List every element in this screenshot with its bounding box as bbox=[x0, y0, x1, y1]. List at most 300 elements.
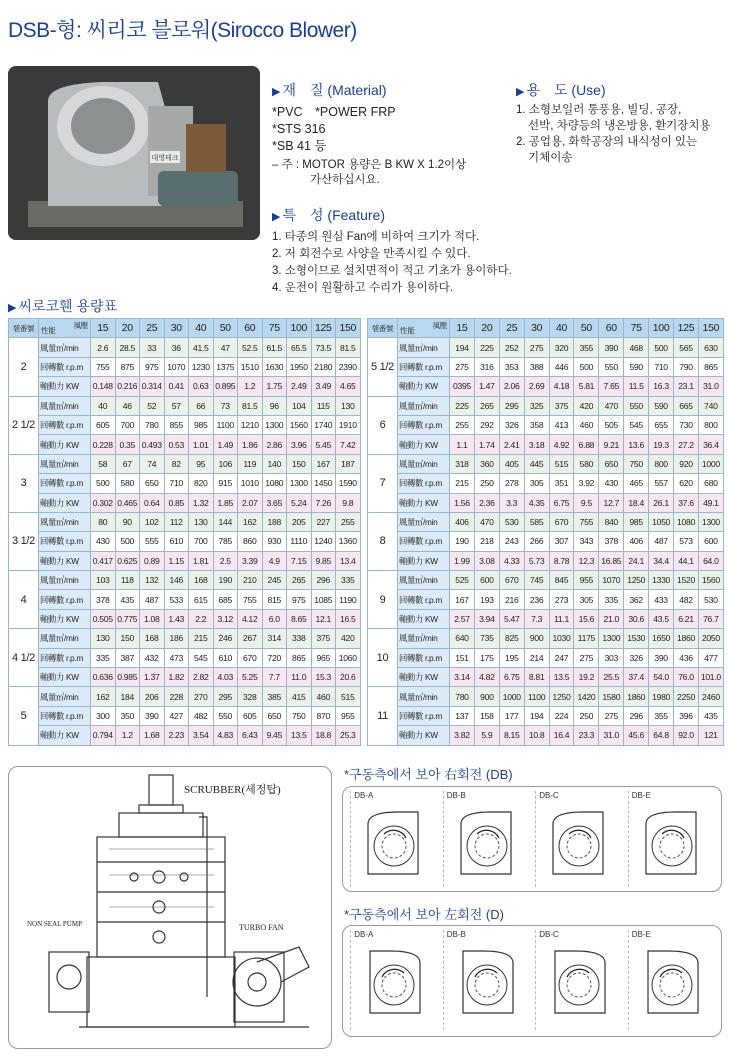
table-cell: 390 bbox=[140, 706, 165, 725]
table-cell: 130 bbox=[189, 512, 214, 531]
table-cell: 267 bbox=[238, 629, 263, 648]
table-row bbox=[9, 726, 361, 745]
fan-rotation-icon bbox=[447, 943, 527, 1021]
table-row bbox=[368, 454, 724, 473]
table-cell: 296 bbox=[624, 706, 649, 725]
table-cell: 7.15 bbox=[287, 551, 312, 570]
header-pressure: 40 bbox=[189, 319, 214, 338]
table-cell: 11.0 bbox=[287, 668, 312, 687]
feature-item: 1. 타종의 원심 Fan에 비하여 크기가 적다. bbox=[272, 231, 480, 243]
material-line: *SB 41 등 bbox=[272, 139, 327, 153]
table-cell: 4.9 bbox=[262, 551, 287, 570]
table-cell: 1.08 bbox=[140, 609, 165, 628]
table-cell: 473 bbox=[164, 648, 189, 667]
table-cell: 7.3 bbox=[524, 609, 549, 628]
table-cell: 525 bbox=[450, 571, 475, 590]
row-label: 軸動力 KW bbox=[398, 726, 450, 745]
table-cell: 800 bbox=[649, 454, 674, 473]
table-cell: 665 bbox=[674, 396, 699, 415]
row-label: 軸動力 KW bbox=[39, 726, 91, 745]
table-cell: 865 bbox=[287, 648, 312, 667]
table-cell: 45.6 bbox=[624, 726, 649, 745]
table-cell: 590 bbox=[649, 396, 674, 415]
table-cell: 750 bbox=[624, 454, 649, 473]
table-row bbox=[9, 512, 361, 531]
row-label: 風量㎥/min bbox=[398, 396, 450, 415]
table-cell: 790 bbox=[674, 357, 699, 376]
table-cell: 0.64 bbox=[140, 493, 165, 512]
table-cell: 680 bbox=[698, 474, 723, 493]
fan-size: 6 bbox=[368, 396, 398, 454]
material-note-line: – 주 : MOTOR 용량은 B KW X 1.2이상 bbox=[272, 159, 467, 171]
rotation-diagram-label: DB-B bbox=[446, 930, 466, 939]
table-cell: 95 bbox=[189, 454, 214, 473]
table-cell: 396 bbox=[674, 706, 699, 725]
table-cell: 11.5 bbox=[624, 377, 649, 396]
row-label: 回轉數 r.p.m bbox=[398, 532, 450, 551]
table-cell: 186 bbox=[164, 629, 189, 648]
fan-size: 7 bbox=[368, 454, 398, 512]
header-fan-no: 휀番號 bbox=[368, 319, 398, 338]
table-cell: 74 bbox=[140, 454, 165, 473]
table-cell: 820 bbox=[189, 474, 214, 493]
table-cell: 115 bbox=[311, 396, 336, 415]
row-label: 回轉數 r.p.m bbox=[39, 532, 91, 551]
table-cell: 0.85 bbox=[164, 493, 189, 512]
table-cell: 246 bbox=[213, 629, 238, 648]
table-cell: 0.465 bbox=[115, 493, 140, 512]
table-cell: 225 bbox=[450, 396, 475, 415]
table-cell: 1000 bbox=[499, 687, 524, 706]
fan-size: 2 1/2 bbox=[9, 396, 39, 454]
table-cell: 405 bbox=[499, 454, 524, 473]
use-item: 기체이송 bbox=[528, 152, 573, 164]
table-cell: 1100 bbox=[524, 687, 549, 706]
material-heading-text: 재 질 (Material) bbox=[282, 82, 387, 98]
table-cell: 780 bbox=[140, 415, 165, 434]
table-row bbox=[368, 493, 724, 512]
table-cell: 177 bbox=[499, 706, 524, 725]
use-item: 2. 공업용, 화학공장의 내식성이 있는 bbox=[516, 136, 698, 148]
table-cell: 650 bbox=[262, 706, 287, 725]
table-cell: 650 bbox=[599, 454, 624, 473]
table-cell: 785 bbox=[213, 532, 238, 551]
header-pressure: 30 bbox=[164, 319, 189, 338]
table-cell: 385 bbox=[262, 687, 287, 706]
table-cell: 292 bbox=[474, 415, 499, 434]
table-cell: 530 bbox=[698, 590, 723, 609]
table-cell: 390 bbox=[649, 648, 674, 667]
table-cell: 66 bbox=[189, 396, 214, 415]
table-cell: 2.2 bbox=[189, 609, 214, 628]
header-pressure: 25 bbox=[140, 319, 165, 338]
table-cell: 358 bbox=[524, 415, 549, 434]
table-cell: 228 bbox=[164, 687, 189, 706]
table-cell: 500 bbox=[574, 357, 599, 376]
table-cell: 43.5 bbox=[649, 609, 674, 628]
table-row bbox=[9, 687, 361, 706]
table-cell: 353 bbox=[499, 357, 524, 376]
table-cell: 610 bbox=[213, 648, 238, 667]
table-cell: 0395 bbox=[450, 377, 475, 396]
table-cell: 620 bbox=[674, 474, 699, 493]
table-cell: 545 bbox=[189, 648, 214, 667]
scrubber-drawing bbox=[8, 766, 332, 1049]
table-cell: 360 bbox=[474, 454, 499, 473]
table-row bbox=[368, 474, 724, 493]
table-cell: 6.0 bbox=[262, 609, 287, 628]
table-cell: 335 bbox=[599, 590, 624, 609]
table-cell: 52 bbox=[140, 396, 165, 415]
row-label: 回轉數 r.p.m bbox=[39, 648, 91, 667]
table-cell: 870 bbox=[311, 706, 336, 725]
table-cell: 975 bbox=[140, 357, 165, 376]
table-cell: 206 bbox=[140, 687, 165, 706]
rotation-diagram-label: DB-B bbox=[446, 791, 466, 800]
row-label: 軸動力 KW bbox=[39, 435, 91, 454]
table-row bbox=[368, 571, 724, 590]
table-cell: 81.5 bbox=[336, 338, 361, 357]
table-cell: 158 bbox=[474, 706, 499, 725]
table-cell: 9.21 bbox=[599, 435, 624, 454]
table-cell: 2.41 bbox=[499, 435, 524, 454]
table-cell: 420 bbox=[336, 629, 361, 648]
header-pressure: 15 bbox=[450, 319, 475, 338]
table-cell: 4.33 bbox=[499, 551, 524, 570]
table-cell: 118 bbox=[115, 571, 140, 590]
table-cell: 121 bbox=[698, 726, 723, 745]
table-cell: 106 bbox=[213, 454, 238, 473]
row-label: 回轉數 r.p.m bbox=[398, 706, 450, 725]
table-cell: 7.26 bbox=[311, 493, 336, 512]
table-cell: 2460 bbox=[698, 687, 723, 706]
row-label: 軸動力 KW bbox=[398, 377, 450, 396]
table-cell: 303 bbox=[599, 648, 624, 667]
row-label: 回轉數 r.p.m bbox=[398, 474, 450, 493]
rotation-diagram bbox=[443, 791, 529, 887]
table-cell: 65.5 bbox=[287, 338, 312, 357]
table-row bbox=[368, 338, 724, 357]
table-cell: 255 bbox=[336, 512, 361, 531]
material-note bbox=[272, 158, 466, 188]
table-cell: 477 bbox=[698, 648, 723, 667]
table-cell: 168 bbox=[140, 629, 165, 648]
table-cell: 194 bbox=[524, 706, 549, 725]
header-pressure: 20 bbox=[115, 319, 140, 338]
table-cell: 247 bbox=[549, 648, 574, 667]
table-cell: 975 bbox=[287, 590, 312, 609]
table-row bbox=[9, 338, 361, 357]
header-pressure: 15 bbox=[91, 319, 116, 338]
table-cell: 13.5 bbox=[287, 726, 312, 745]
fan-size: 10 bbox=[368, 629, 398, 687]
rotation-diagram-figure bbox=[354, 804, 436, 886]
table-cell: 915 bbox=[213, 474, 238, 493]
table-cell: 0.985 bbox=[115, 668, 140, 687]
table-cell: 0.35 bbox=[115, 435, 140, 454]
table-cell: 460 bbox=[311, 687, 336, 706]
table-cell: 1560 bbox=[287, 415, 312, 434]
table-cell: 446 bbox=[549, 357, 574, 376]
row-label: 回轉數 r.p.m bbox=[398, 648, 450, 667]
table-cell: 16.3 bbox=[649, 377, 674, 396]
table-cell: 4.12 bbox=[238, 609, 263, 628]
use-heading-text: 용 도 (Use) bbox=[526, 82, 606, 98]
table-cell: 530 bbox=[499, 512, 524, 531]
table-cell: 23.1 bbox=[674, 377, 699, 396]
table-cell: 3.14 bbox=[450, 668, 475, 687]
table-cell: 151 bbox=[450, 648, 475, 667]
rotation-diagram bbox=[628, 791, 714, 887]
header-pressure: 60 bbox=[599, 319, 624, 338]
table-cell: 1590 bbox=[336, 474, 361, 493]
table-cell: 1375 bbox=[213, 357, 238, 376]
row-label: 風量㎥/min bbox=[398, 571, 450, 590]
table-cell: 2.86 bbox=[262, 435, 287, 454]
fan-rotation-icon bbox=[354, 804, 434, 882]
table-cell: 5.47 bbox=[499, 609, 524, 628]
table-cell: 1980 bbox=[649, 687, 674, 706]
table-cell: 300 bbox=[91, 706, 116, 725]
header-pressure: 30 bbox=[524, 319, 549, 338]
table-cell: 1190 bbox=[336, 590, 361, 609]
table-cell: 275 bbox=[599, 706, 624, 725]
table-cell: 5.25 bbox=[238, 668, 263, 687]
table-cell: 1.43 bbox=[164, 609, 189, 628]
table-cell: 273 bbox=[549, 590, 574, 609]
header-pres: 風壓 bbox=[73, 321, 88, 330]
table-cell: 420 bbox=[574, 396, 599, 415]
pump-label: NON SEAL PUMP bbox=[27, 920, 82, 928]
table-cell: 1.15 bbox=[164, 551, 189, 570]
rotation-diagram-figure bbox=[354, 943, 436, 1025]
row-label: 風量㎥/min bbox=[398, 629, 450, 648]
table-cell: 162 bbox=[238, 512, 263, 531]
table-cell: 3.96 bbox=[287, 435, 312, 454]
table-cell: 36.4 bbox=[698, 435, 723, 454]
table-cell: 8.81 bbox=[524, 668, 549, 687]
table-row bbox=[368, 357, 724, 376]
row-label: 軸動力 KW bbox=[39, 551, 91, 570]
table-cell: 64.8 bbox=[649, 726, 674, 745]
triangle-icon: ▶ bbox=[272, 86, 281, 98]
table-cell: 270 bbox=[189, 687, 214, 706]
table-cell: 730 bbox=[674, 415, 699, 434]
table-cell: 2.5 bbox=[213, 551, 238, 570]
table-cell: 545 bbox=[624, 415, 649, 434]
table-row bbox=[368, 512, 724, 531]
table-cell: 0.302 bbox=[91, 493, 116, 512]
table-cell: 49.1 bbox=[698, 493, 723, 512]
table-cell: 710 bbox=[649, 357, 674, 376]
table-cell: 955 bbox=[574, 571, 599, 590]
table-cell: 227 bbox=[311, 512, 336, 531]
table-cell: 1.68 bbox=[140, 726, 165, 745]
table-row bbox=[9, 571, 361, 590]
rotation-diagram-figure bbox=[632, 804, 714, 886]
table-cell: 1300 bbox=[287, 474, 312, 493]
table-cell: 565 bbox=[674, 338, 699, 357]
table-cell: 2.57 bbox=[450, 609, 475, 628]
table-cell: 0.636 bbox=[91, 668, 116, 687]
table-cell: 61.5 bbox=[262, 338, 287, 357]
table-cell: 1330 bbox=[649, 571, 674, 590]
table-cell: 326 bbox=[499, 415, 524, 434]
table-cell: 150 bbox=[115, 629, 140, 648]
table-row bbox=[368, 396, 724, 415]
table-cell: 865 bbox=[698, 357, 723, 376]
table-cell: 432 bbox=[140, 648, 165, 667]
row-label: 軸動力 KW bbox=[398, 435, 450, 454]
table-cell: 5.45 bbox=[311, 435, 336, 454]
table-cell: 2250 bbox=[674, 687, 699, 706]
rotation-d-row bbox=[343, 926, 721, 1030]
table-cell: 482 bbox=[189, 706, 214, 725]
table-cell: 150 bbox=[287, 454, 312, 473]
header-perf: 性能 bbox=[41, 326, 56, 336]
table-cell: 6.43 bbox=[238, 726, 263, 745]
table-cell: 5.73 bbox=[524, 551, 549, 570]
table-cell: 3.92 bbox=[574, 474, 599, 493]
table-cell: 0.775 bbox=[115, 609, 140, 628]
table-cell: 275 bbox=[450, 357, 475, 376]
table-cell: 0.794 bbox=[91, 726, 116, 745]
table-cell: 500 bbox=[649, 338, 674, 357]
table-cell: 655 bbox=[649, 415, 674, 434]
table-cell: 605 bbox=[91, 415, 116, 434]
table-cell: 1000 bbox=[698, 454, 723, 473]
table-cell: 1510 bbox=[238, 357, 263, 376]
table-cell: 190 bbox=[450, 532, 475, 551]
table-cell: 1250 bbox=[549, 687, 574, 706]
table-cell: 193 bbox=[474, 590, 499, 609]
table-cell: 6.88 bbox=[574, 435, 599, 454]
rotation-d-box bbox=[342, 925, 722, 1037]
table-cell: 82 bbox=[164, 454, 189, 473]
table-cell: 224 bbox=[549, 706, 574, 725]
row-label: 風量㎥/min bbox=[39, 454, 91, 473]
rotation-diagram-figure bbox=[632, 943, 714, 1025]
table-cell: 4.18 bbox=[549, 377, 574, 396]
header-pressure: 50 bbox=[574, 319, 599, 338]
table-cell: 9.8 bbox=[336, 493, 361, 512]
table-cell: 1070 bbox=[164, 357, 189, 376]
fan-rotation-icon bbox=[354, 943, 434, 1021]
row-label: 軸動力 KW bbox=[39, 668, 91, 687]
table-cell: 1175 bbox=[574, 629, 599, 648]
table-cell: 187 bbox=[336, 454, 361, 473]
table-cell: 1860 bbox=[624, 687, 649, 706]
table-cell: 0.505 bbox=[91, 609, 116, 628]
table-cell: 64.0 bbox=[698, 551, 723, 570]
material-line: *STS 316 bbox=[272, 122, 326, 136]
table-cell: 1210 bbox=[238, 415, 263, 434]
table-row bbox=[9, 454, 361, 473]
table-cell: 1650 bbox=[649, 629, 674, 648]
table-cell: 184 bbox=[115, 687, 140, 706]
table-cell: 435 bbox=[115, 590, 140, 609]
table-cell: 168 bbox=[189, 571, 214, 590]
table-cell: 3.65 bbox=[262, 493, 287, 512]
table-cell: 685 bbox=[213, 590, 238, 609]
fan-rotation-icon bbox=[539, 804, 619, 882]
fan-size: 3 bbox=[9, 454, 39, 512]
table-cell: 610 bbox=[164, 532, 189, 551]
table-cell: 670 bbox=[549, 512, 574, 531]
table-cell: 640 bbox=[450, 629, 475, 648]
header-pressure: 75 bbox=[262, 319, 287, 338]
table-cell: 550 bbox=[599, 357, 624, 376]
table-cell: 3.12 bbox=[213, 609, 238, 628]
header-pressure: 75 bbox=[624, 319, 649, 338]
table-cell: 252 bbox=[499, 338, 524, 357]
row-label: 軸動力 KW bbox=[398, 668, 450, 687]
rotation-diagram-figure bbox=[447, 943, 529, 1025]
table-cell: 4.83 bbox=[213, 726, 238, 745]
table-cell: 630 bbox=[698, 338, 723, 357]
fan-size: 4 1/2 bbox=[9, 629, 39, 687]
triangle-icon: ▶ bbox=[516, 86, 525, 98]
table-cell: 700 bbox=[189, 532, 214, 551]
row-label: 軸動力 KW bbox=[398, 493, 450, 512]
use-item: 선박, 차량등의 냉온방용, 환기장치용 bbox=[528, 120, 711, 132]
table-cell: 855 bbox=[164, 415, 189, 434]
table-cell: 320 bbox=[549, 338, 574, 357]
table-cell: 0.53 bbox=[164, 435, 189, 454]
rotation-diagram-label: DB-A bbox=[354, 930, 374, 939]
table-cell: 1.85 bbox=[213, 493, 238, 512]
table-cell: 338 bbox=[287, 629, 312, 648]
table-cell: 2.36 bbox=[474, 493, 499, 512]
table-cell: 815 bbox=[262, 590, 287, 609]
table-cell: 132 bbox=[140, 571, 165, 590]
material-list bbox=[272, 104, 396, 155]
table-cell: 195 bbox=[499, 648, 524, 667]
table-row bbox=[368, 726, 724, 745]
table-cell: 6.21 bbox=[674, 609, 699, 628]
table-cell: 390 bbox=[599, 338, 624, 357]
table-cell: 57 bbox=[164, 396, 189, 415]
table-cell: 670 bbox=[238, 648, 263, 667]
table-row bbox=[9, 377, 361, 396]
table-cell: 3.39 bbox=[238, 551, 263, 570]
table-cell: 350 bbox=[115, 706, 140, 725]
table-cell: 487 bbox=[140, 590, 165, 609]
table-cell: 20.6 bbox=[336, 668, 361, 687]
table-cell: 1.74 bbox=[474, 435, 499, 454]
table-cell: 375 bbox=[311, 629, 336, 648]
table-cell: 144 bbox=[213, 512, 238, 531]
table-cell: 103 bbox=[91, 571, 116, 590]
table-cell: 468 bbox=[624, 338, 649, 357]
feature-item: 2. 저 회전수로 사양을 만족시킬 수 있다. bbox=[272, 248, 471, 260]
table-row bbox=[368, 668, 724, 687]
rotation-diagram bbox=[535, 930, 621, 1030]
table-cell: 2.6 bbox=[91, 338, 116, 357]
rotation-diagram-label: DB-C bbox=[539, 791, 559, 800]
table-cell: 2.82 bbox=[189, 668, 214, 687]
table-cell: 605 bbox=[238, 706, 263, 725]
material-heading bbox=[272, 80, 387, 100]
table-cell: 25.3 bbox=[336, 726, 361, 745]
table-cell: 1520 bbox=[674, 571, 699, 590]
table-cell: 0.148 bbox=[91, 377, 116, 396]
table-cell: 351 bbox=[549, 474, 574, 493]
table-cell: 487 bbox=[649, 532, 674, 551]
table-cell: 314 bbox=[262, 629, 287, 648]
table-cell: 188 bbox=[262, 512, 287, 531]
fan-size: 5 1/2 bbox=[368, 338, 398, 396]
